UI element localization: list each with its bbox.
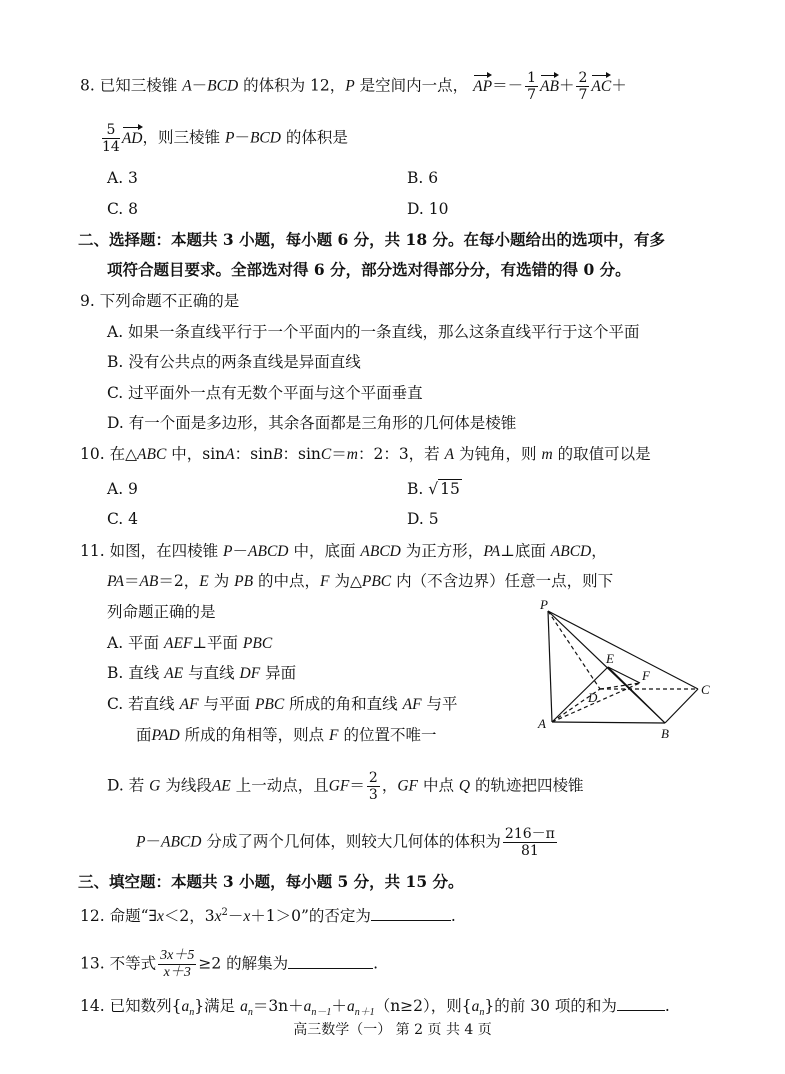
- edge-pd: [548, 611, 600, 689]
- q13-stem: 13. 不等式 $\frac{3x+5}{x+3}$ ≥2 的解集为 .: [80, 948, 379, 980]
- q11-option-c-1: C. 若直线 AF 与平面 PBC 所成的角和直线 AF 与平: [107, 695, 458, 713]
- q14-answer-blank[interactable]: [617, 996, 665, 1011]
- q11-option-c-2: 面PAD 所成的角相等，则点 F 的位置不唯一: [136, 726, 437, 744]
- q10-option-c: C. 4: [107, 510, 139, 528]
- q11-line3: 列命题正确的是: [107, 603, 216, 621]
- q14-stem: 14. 已知数列$\{a_n\}$满足 $a_n=3n+a_{n-1}+a_{n+1}(n\ge 2)$，则$\{a_n\}$的前 30 项的和为 .: [80, 997, 670, 1019]
- q8-option-c: C. 8: [107, 200, 139, 218]
- q10-option-d: D. 5: [407, 510, 439, 528]
- segment-df: [600, 683, 640, 689]
- label-f: F: [642, 668, 650, 683]
- edge-pa: [548, 611, 552, 722]
- q11-option-d-1: D. 若 G 为线段AE 上一动点，且GF＝ $\frac{2}{3}$ ，GF 中点 Q 的轨迹把四棱锥: [107, 770, 584, 803]
- q9-option-a: A. 如果一条直线平行于一个平面内的一条直线，那么这条直线平行于这个平面: [107, 323, 640, 341]
- q11-line1: 11. 如图，在四棱锥 P－ABCD 中，底面 ABCD 为正方形，PA⊥底面 ABCD，: [80, 542, 607, 560]
- q11-option-d-2: P－ABCD 分成了两个几何体，则较大几何体的体积为 $\frac{216-\pi}{81}$: [136, 826, 555, 859]
- page-footer: 高三数学（一） 第 2 页 共 4 页: [293, 1022, 492, 1038]
- label-d: D: [588, 690, 598, 705]
- q9-option-c: C. 过平面外一点有无数个平面与这个平面垂直: [107, 384, 423, 402]
- q8-option-d: D. 10: [407, 200, 449, 218]
- segment-ef: [608, 667, 640, 683]
- edge-pc: [548, 611, 698, 689]
- q11-option-b: B. 直线 AE 与直线 DF 异面: [107, 664, 297, 682]
- segment-ae: [552, 667, 608, 722]
- q10-stem: 10. 在△ABC 中，sinA：sinB：sinC＝m：2：3，若 A 为钝角，则 m 的取值可以是: [80, 445, 651, 463]
- q8-line1: 8. 已知三棱锥 A－BCD 的体积为 12，P 是空间内一点， AP＝－ $\frac{1}{7}$ AB＋ $\frac{2}{7}$ AC＋: [80, 70, 627, 103]
- label-b: B: [661, 726, 669, 741]
- q10-option-b: B. √ 15: [407, 480, 460, 498]
- q10-option-a: A. 9: [107, 480, 138, 498]
- q11-line2: PA＝AB＝2，E 为 PB 的中点，F 为△PBC 内（不含边界）任意一点，则下: [107, 572, 614, 590]
- q9-option-b: B. 没有公共点的两条直线是异面直线: [107, 353, 361, 371]
- edge-bc: [665, 689, 698, 723]
- q12-answer-blank[interactable]: [371, 906, 451, 921]
- label-p: P: [540, 597, 548, 612]
- section2-heading-2: 项符合题目要求。全部选对得 6 分，部分选对得部分分，有选错的得 0 分。: [107, 260, 631, 279]
- section3-heading: 三、填空题：本题共 3 小题，每小题 5 分，共 15 分。: [78, 872, 464, 891]
- q8-option-b: B. 6: [407, 169, 439, 187]
- label-e: E: [606, 651, 614, 666]
- pyramid-figure: [530, 595, 720, 745]
- q13-answer-blank[interactable]: [288, 954, 373, 969]
- q8-option-a: A. 3: [107, 169, 138, 187]
- q9-stem: 9. 下列命题不正确的是: [80, 292, 240, 310]
- q9-option-d: D. 有一个面是多边形，其余各面都是三角形的几何体是棱锥: [107, 414, 517, 432]
- edge-ab: [552, 722, 665, 723]
- section2-heading-1: 二、选择题：本题共 3 小题，每小题 6 分，共 18 分。在每小题给出的选项中，有多: [78, 230, 666, 249]
- label-c: C: [701, 682, 710, 697]
- segment-eb-helper: [608, 667, 665, 723]
- label-a: A: [538, 716, 546, 731]
- q8-line2: $\frac{5}{14}$ AD，则三棱锥 P－BCD 的体积是: [102, 122, 348, 155]
- q12-stem: 12. 命题“∃x＜2，$3x^2-x+1>0$”的否定为 .: [80, 907, 456, 926]
- q11-option-a: A. 平面 AEF⊥平面 PBC: [107, 634, 273, 652]
